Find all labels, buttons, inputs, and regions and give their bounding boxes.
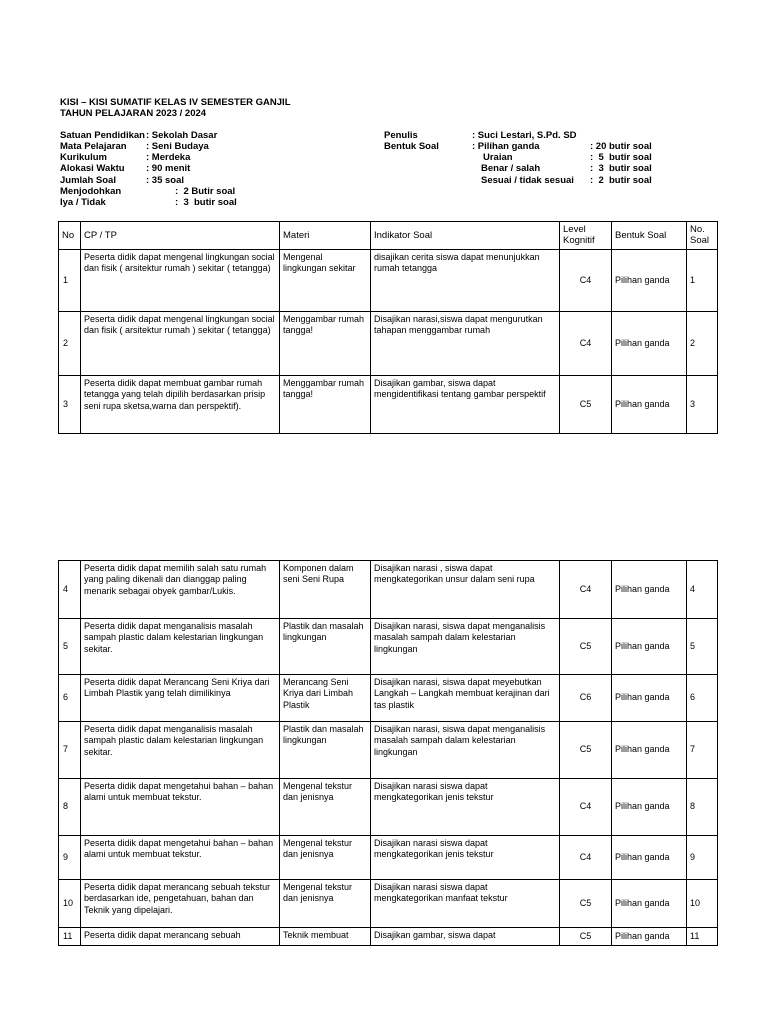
meta-label: Bentuk Soal (384, 141, 439, 152)
meta-value: Uraian (483, 152, 513, 163)
cell-no: 10 (59, 880, 81, 928)
meta-value: : 35 soal (146, 175, 185, 186)
cell-bentuk: Pilihan ganda (612, 375, 687, 433)
table-header-row (59, 222, 718, 250)
table-row (59, 880, 718, 928)
cell-nosoal: 2 (687, 311, 718, 375)
cell-bentuk: Pilihan ganda (612, 249, 687, 311)
meta-label: Alokasi Waktu (60, 163, 125, 174)
cell-indikator: Disajikan gambar, siswa dapat (371, 928, 560, 946)
meta-label: Iya / Tidak (60, 197, 106, 208)
col-level: Level Kognitif (560, 222, 612, 250)
cell-bentuk: Pilihan ganda (612, 311, 687, 375)
meta-count: : 3 butir soal (590, 163, 652, 174)
table-row (59, 311, 718, 375)
meta-label: Jumlah Soal (60, 175, 116, 186)
meta-value: : Pilihan ganda (472, 141, 540, 152)
meta-value: : Merdeka (146, 152, 191, 163)
col-cp: CP / TP (81, 222, 280, 250)
cell-level: C5 (560, 928, 612, 946)
cell-level: C5 (560, 722, 612, 779)
cell-nosoal: 3 (687, 375, 718, 433)
kisi-table-2 (58, 560, 718, 946)
meta-label: Kurikulum (60, 152, 107, 163)
meta-value: Benar / salah (481, 163, 541, 174)
cell-cp: Peserta didik dapat mengenal lingkungan social dan fisik ( arsitektur rumah ) sekitar ( tetangga) (81, 311, 280, 375)
cell-level: C4 (560, 311, 612, 375)
cell-materi: Plastik dan masalah lingkungan (280, 619, 371, 675)
cell-materi: Mengenal lingkungan sekitar (280, 249, 371, 311)
cell-no: 4 (59, 561, 81, 619)
cell-materi: Plastik dan masalah lingkungan (280, 722, 371, 779)
cell-materi: Menggambar rumah tangga! (280, 311, 371, 375)
cell-cp: Peserta didik dapat merancang sebuah tekstur berdasarkan ide, pengetahuan, bahan dan Teknik yang dipelajari. (81, 880, 280, 928)
cell-nosoal: 4 (687, 561, 718, 619)
cell-nosoal: 8 (687, 779, 718, 836)
cell-nosoal: 1 (687, 249, 718, 311)
cell-nosoal: 9 (687, 836, 718, 880)
col-indikator: Indikator Soal (371, 222, 560, 250)
cell-materi: Komponen dalam seni Seni Rupa (280, 561, 371, 619)
cell-cp: Peserta didik dapat menganalisis masalah sampah plastic dalam kelestarian lingkungan sekitar. (81, 722, 280, 779)
cell-cp: Peserta didik dapat Merancang Seni Kriya dari Limbah Plastik yang telah dimilikinya (81, 675, 280, 722)
cell-bentuk: Pilihan ganda (612, 880, 687, 928)
cell-indikator: Disajikan narasi, siswa dapat meyebutkan Langkah – Langkah membuat kerajinan dari tas plastik (371, 675, 560, 722)
cell-bentuk: Pilihan ganda (612, 675, 687, 722)
cell-no: 11 (59, 928, 81, 946)
cell-indikator: Disajikan narasi siswa dapat mengkategorikan jenis tekstur (371, 836, 560, 880)
cell-level: C5 (560, 375, 612, 433)
table-row (59, 836, 718, 880)
cell-materi: Mengenal tekstur dan jenisnya (280, 836, 371, 880)
meta-label: Mata Pelajaran (60, 141, 127, 152)
meta-value: : 3 butir soal (175, 197, 237, 208)
table-row (59, 619, 718, 675)
col-no: No (59, 222, 81, 250)
cell-level: C4 (560, 836, 612, 880)
cell-no: 5 (59, 619, 81, 675)
meta-value: Sesuai / tidak sesuai (481, 175, 574, 186)
cell-indikator: Disajikan gambar, siswa dapat mengidentifikasi tentang gambar perspektif (371, 375, 560, 433)
cell-nosoal: 11 (687, 928, 718, 946)
cell-materi: Mengenal tekstur dan jenisnya (280, 779, 371, 836)
cell-no: 2 (59, 311, 81, 375)
cell-indikator: Disajikan narasi, siswa dapat menganalisis masalah sampah dalam kelestarian lingkungan (371, 619, 560, 675)
cell-bentuk: Pilihan ganda (612, 722, 687, 779)
cell-level: C4 (560, 249, 612, 311)
cell-cp: Peserta didik dapat mengetahui bahan – bahan alami untuk membuat tekstur. (81, 836, 280, 880)
meta-value: : 90 menit (146, 163, 191, 174)
cell-indikator: Disajikan narasi siswa dapat mengkategorikan jenis tekstur (371, 779, 560, 836)
cell-indikator: Disajikan narasi, siswa dapat menganalisis masalah sampah dalam kelestarian lingkungan (371, 722, 560, 779)
table-row (59, 561, 718, 619)
cell-nosoal: 6 (687, 675, 718, 722)
meta-value: : Sekolah Dasar (146, 130, 218, 141)
cell-materi: Menggambar rumah tangga! (280, 375, 371, 433)
meta-count: : 20 butir soal (590, 141, 652, 152)
col-bentuk: Bentuk Soal (612, 222, 687, 250)
cell-no: 6 (59, 675, 81, 722)
cell-no: 3 (59, 375, 81, 433)
col-nosoal: No. Soal (687, 222, 718, 250)
cell-level: C5 (560, 619, 612, 675)
cell-cp: Peserta didik dapat merancang sebuah (81, 928, 280, 946)
meta-value: : Suci Lestari, S.Pd. SD (472, 130, 577, 141)
meta-label: Penulis (384, 130, 418, 141)
cell-level: C4 (560, 561, 612, 619)
cell-indikator: Disajikan narasi , siswa dapat mengkategorikan unsur dalam seni rupa (371, 561, 560, 619)
cell-bentuk: Pilihan ganda (612, 779, 687, 836)
table-row (59, 375, 718, 433)
cell-level: C4 (560, 779, 612, 836)
cell-cp: Peserta didik dapat mengenal lingkungan social dan fisik ( arsitektur rumah ) sekitar ( tetangga) (81, 249, 280, 311)
meta-value: : 2 Butir soal (175, 186, 236, 197)
meta-count: : 2 butir soal (590, 175, 652, 186)
table-row (59, 722, 718, 779)
table-row (59, 928, 718, 946)
cell-no: 1 (59, 249, 81, 311)
cell-indikator: Disajikan narasi siswa dapat mengkategorikan manfaat tekstur (371, 880, 560, 928)
cell-materi: Merancang Seni Kriya dari Limbah Plastik (280, 675, 371, 722)
cell-level: C6 (560, 675, 612, 722)
cell-cp: Peserta didik dapat menganalisis masalah sampah plastic dalam kelestarian lingkungan sekitar. (81, 619, 280, 675)
cell-indikator: Disajikan narasi,siswa dapat mengurutkan tahapan menggambar rumah (371, 311, 560, 375)
meta-count: : 5 butir soal (590, 152, 652, 163)
cell-level: C5 (560, 880, 612, 928)
cell-cp: Peserta didik dapat memilih salah satu rumah yang paling dikenali dan dianggap paling menarik sebagai obyek gambar/Lukis. (81, 561, 280, 619)
cell-nosoal: 5 (687, 619, 718, 675)
table-row (59, 675, 718, 722)
cell-no: 9 (59, 836, 81, 880)
cell-bentuk: Pilihan ganda (612, 561, 687, 619)
cell-nosoal: 7 (687, 722, 718, 779)
cell-bentuk: Pilihan ganda (612, 619, 687, 675)
meta-label: Satuan Pendidikan (60, 130, 145, 141)
cell-bentuk: Pilihan ganda (612, 836, 687, 880)
meta-label: Menjodohkan (60, 186, 122, 197)
cell-cp: Peserta didik dapat membuat gambar rumah tetangga yang telah dipilih berdasarkan prisip seni rupa sketsa,warna dan perspektif). (81, 375, 280, 433)
document-title: KISI – KISI SUMATIF KELAS IV SEMESTER GANJIL (60, 97, 291, 108)
cell-bentuk: Pilihan ganda (612, 928, 687, 946)
table-row (59, 249, 718, 311)
cell-cp: Peserta didik dapat mengetahui bahan – bahan alami untuk membuat tekstur. (81, 779, 280, 836)
cell-materi: Mengenal tekstur dan jenisnya (280, 880, 371, 928)
col-materi: Materi (280, 222, 371, 250)
kisi-table-1 (58, 221, 718, 434)
document-subtitle: TAHUN PELAJARAN 2023 / 2024 (60, 108, 207, 119)
cell-no: 8 (59, 779, 81, 836)
cell-no: 7 (59, 722, 81, 779)
meta-value: : Seni Budaya (146, 141, 209, 152)
cell-materi: Teknik membuat (280, 928, 371, 946)
table-row (59, 779, 718, 836)
cell-nosoal: 10 (687, 880, 718, 928)
cell-indikator: disajikan cerita siswa dapat menunjukkan rumah tetangga (371, 249, 560, 311)
